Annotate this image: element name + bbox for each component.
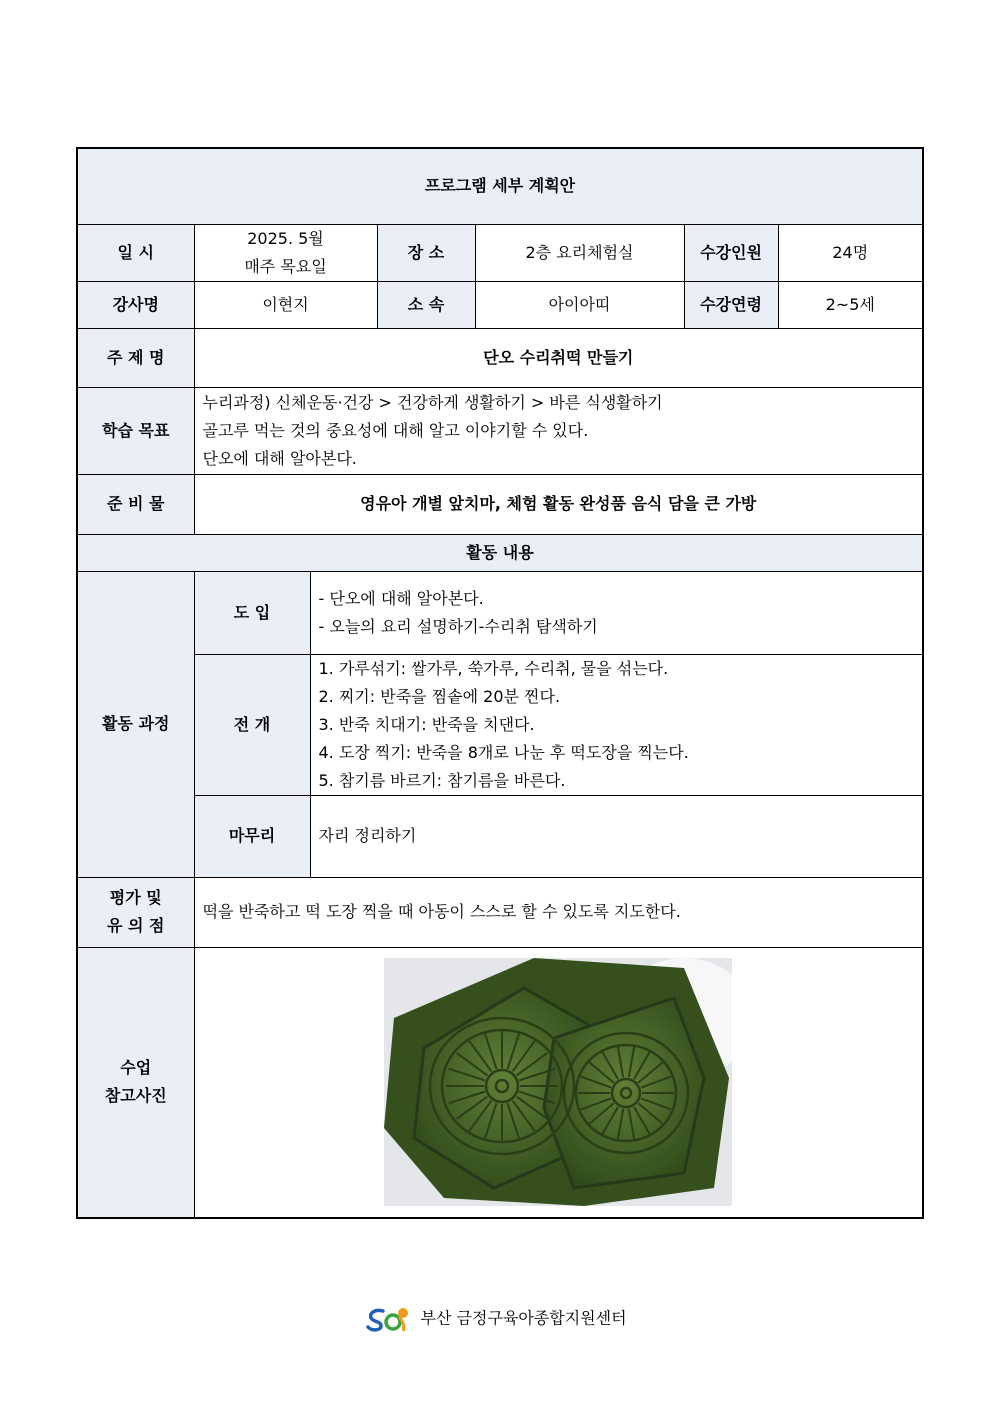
process-label: 활동 과정: [77, 571, 194, 877]
age-label: 수강연령: [684, 281, 778, 328]
green-rice-cake-photo: [384, 958, 732, 1206]
intro-value: [310, 571, 923, 654]
place-label: 장 소: [377, 224, 475, 281]
materials-value: 영유아 개별 앞치마, 체험 활동 완성품 음식 담을 큰 가방: [194, 474, 923, 534]
topic-value: 단오 수리취떡 만들기: [194, 328, 923, 387]
goals-label: 학습 목표: [77, 387, 194, 474]
closing-value: 자리 정리하기: [310, 795, 923, 877]
program-plan-table: [76, 147, 924, 1219]
development-step: 3. 반죽 치대기: 반죽을 치댄다.: [318, 714, 535, 734]
goal-line: 골고루 먹는 것의 중요성에 대해 알고 이야기할 수 있다.: [202, 420, 589, 440]
evaluation-label: [77, 877, 194, 947]
photo-cell: [194, 947, 923, 1218]
topic-label: 주 제 명: [77, 328, 194, 387]
capacity-label: 수강인원: [684, 224, 778, 281]
instructor-label: 강사명: [77, 281, 194, 328]
photo-label-line2: 참고사진: [104, 1086, 167, 1106]
activity-header: 활동 내용: [77, 534, 923, 571]
development-value: [310, 654, 923, 795]
capacity-value: 24명: [778, 224, 923, 281]
development-step: 5. 참기름 바르기: 참기름을 바른다.: [318, 770, 566, 790]
goal-line: 누리과정) 신체운동·건강 > 건강하게 생활하기 > 바른 식생활하기: [202, 392, 663, 412]
page-title: 프로그램 세부 계획안: [77, 148, 923, 224]
intro-line: - 단오에 대해 알아본다.: [318, 588, 484, 608]
photo-label: [77, 947, 194, 1218]
date-value: [194, 224, 377, 281]
date-line1: 2025. 5월: [247, 228, 324, 248]
instructor-value: 이현지: [194, 281, 377, 328]
center-logo-icon: [365, 1305, 413, 1333]
date-label: 일 시: [77, 224, 194, 281]
development-step: 4. 도장 찍기: 반죽을 8개로 나눈 후 떡도장을 찍는다.: [318, 742, 689, 762]
date-line2: 매주 목요일: [244, 256, 327, 276]
goal-line: 단오에 대해 알아본다.: [202, 448, 357, 468]
footer-text: 부산 금정구육아종합지원센터: [420, 1308, 627, 1328]
place-value: 2층 요리체험실: [475, 224, 684, 281]
footer: [0, 1304, 992, 1333]
closing-label: 마무리: [194, 795, 310, 877]
materials-label: 준 비 물: [77, 474, 194, 534]
age-value: 2~5세: [778, 281, 923, 328]
photo-label-line1: 수업: [120, 1058, 152, 1078]
development-step: 2. 찌기: 반죽을 찜솥에 20분 찐다.: [318, 686, 561, 706]
affiliation-value: 아이아띠: [475, 281, 684, 328]
evaluation-label-line1: 평가 및: [109, 888, 162, 907]
evaluation-label-line2: 유 의 점: [106, 916, 165, 935]
development-label: 전 개: [194, 654, 310, 795]
evaluation-value: 떡을 반죽하고 떡 도장 찍을 때 아동이 스스로 할 수 있도록 지도한다.: [194, 877, 923, 947]
goals-value: [194, 387, 923, 474]
affiliation-label: 소 속: [377, 281, 475, 328]
intro-line: - 오늘의 요리 설명하기-수리취 탐색하기: [318, 616, 598, 636]
intro-label: 도 입: [194, 571, 310, 654]
development-step: 1. 가루섞기: 쌀가루, 쑥가루, 수리취, 물을 섞는다.: [318, 658, 669, 678]
